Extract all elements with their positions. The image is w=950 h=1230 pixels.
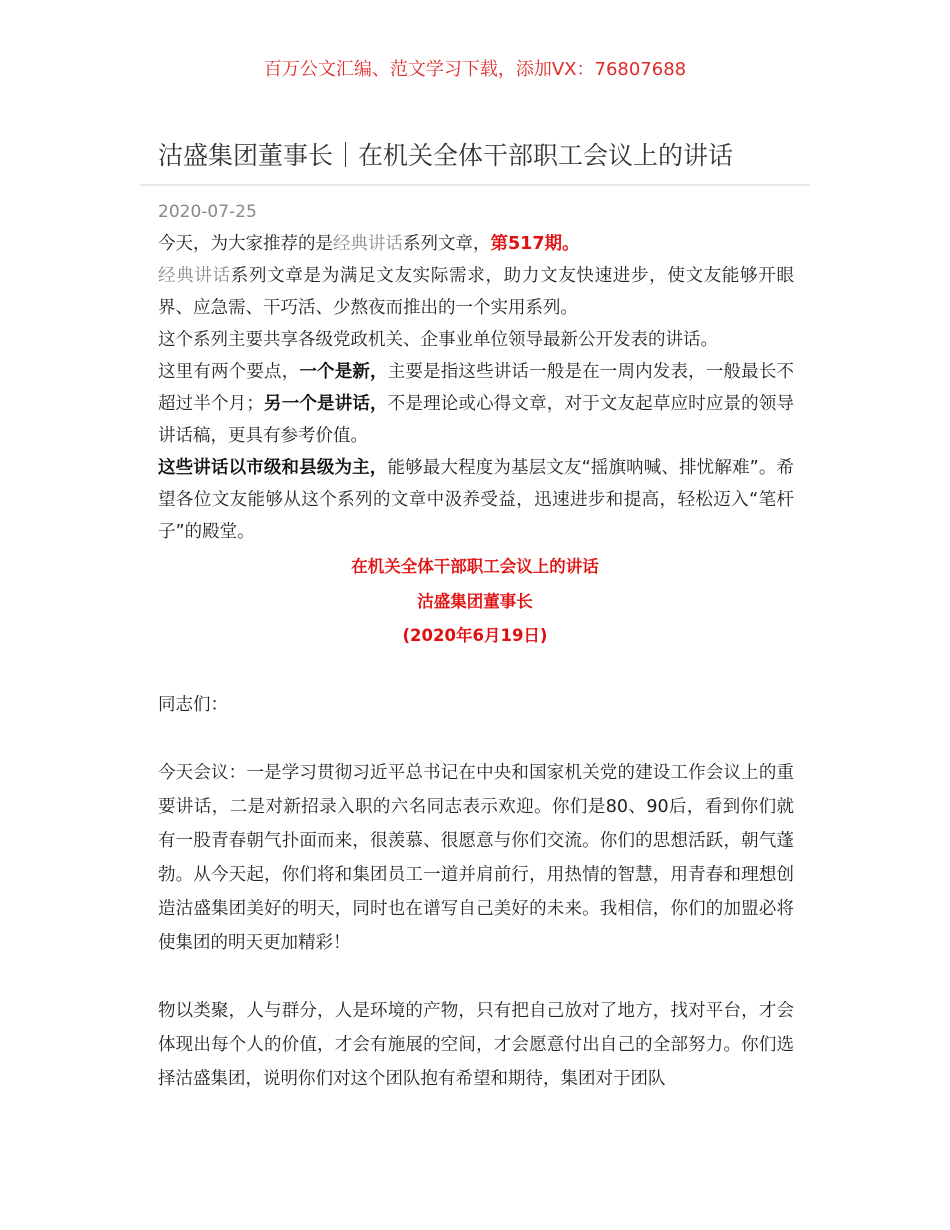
issue-number: 第517期。 [490, 234, 580, 254]
title-divider [140, 184, 810, 186]
intro-paragraph [158, 452, 794, 548]
promo-banner: 百万公文汇编、范文学习下载，添加VX：76807688 [263, 59, 687, 80]
bold-text: 另一个是讲话， [263, 394, 388, 414]
text: 主要是指这些讲话一般是在一周内发表，一般最长不超过半个月； [158, 362, 795, 414]
speech-speaker: 沽盛集团董事长 [417, 591, 533, 611]
speech-heading: 在机关全体干部职工会议上的讲话 [351, 557, 599, 576]
intro-paragraph: 这个系列主要共享各级党政机关、企事业单位领导最新公开发表的讲话。 [158, 330, 718, 350]
article-title: 沽盛集团董事长｜在机关全体干部职工会议上的讲话 [158, 141, 734, 170]
publish-date: 2020-07-25 [158, 202, 257, 222]
bold-text: 一个是新， [299, 362, 388, 382]
speech-header [140, 550, 810, 654]
text: 不是理论或心得文章，对于文友起草应时应景的领导讲话稿，更具有参考价值。 [158, 394, 795, 446]
series-name: 经典讲话 [333, 234, 403, 254]
text: 能够最大程度为基层文友“摇旗呐喊、排忧解难”。希望各位文友能够从这个系列的文章中汲养受益，迅速进步和提高，轻松迈入“笔杆子”的殿堂。 [158, 458, 794, 542]
text: 系列文章是为满足文友实际需求，助力文友快速进步，使文友能够开眼界、应急需、干巧活、少熬夜而推出的一个实用系列。 [158, 266, 794, 318]
intro-paragraph [158, 260, 794, 324]
speech-body [158, 688, 794, 1130]
intro-paragraph [158, 228, 794, 260]
body-paragraph: 物以类聚，人与群分，人是环境的产物，只有把自己放对了地方，找对平台，才会体现出每个人的价值，才会有施展的空间，才会愿意付出自己的全部努力。你们选择沽盛集团，说明你们对这个团队抱有希望和期待，集团对于团队 [158, 1001, 794, 1089]
bold-text: 这些讲话以市级和县级为主， [158, 458, 388, 478]
body-paragraph: 同志们： [158, 695, 228, 715]
series-name: 经典讲话 [158, 266, 231, 286]
intro-paragraph [158, 356, 794, 452]
speech-date: (2020年6月19日) [402, 626, 548, 645]
text: 今天，为大家推荐的是 [158, 234, 333, 254]
body-paragraph: 今天会议：一是学习贯彻习近平总书记在中央和国家机关党的建设工作会议上的重要讲话，二是对新招录入职的六名同志表示欢迎。你们是80、90后，看到你们就有一股青春朝气扑面而来，很羡慕、很愿意与你们交流。你们的思想活跃，朝气蓬勃。从今天起，你们将和集团员工一道并肩前行，用热情的智慧，用青春和理想创造沽盛集团美好的明天，同时也在谱写自己美好的未来。我相信，你们的加盟必将使集团的明天更加精彩！ [158, 763, 794, 953]
intro-section [158, 228, 794, 548]
text: 这里有两个要点， [158, 362, 300, 382]
text: 系列文章， [403, 234, 491, 254]
